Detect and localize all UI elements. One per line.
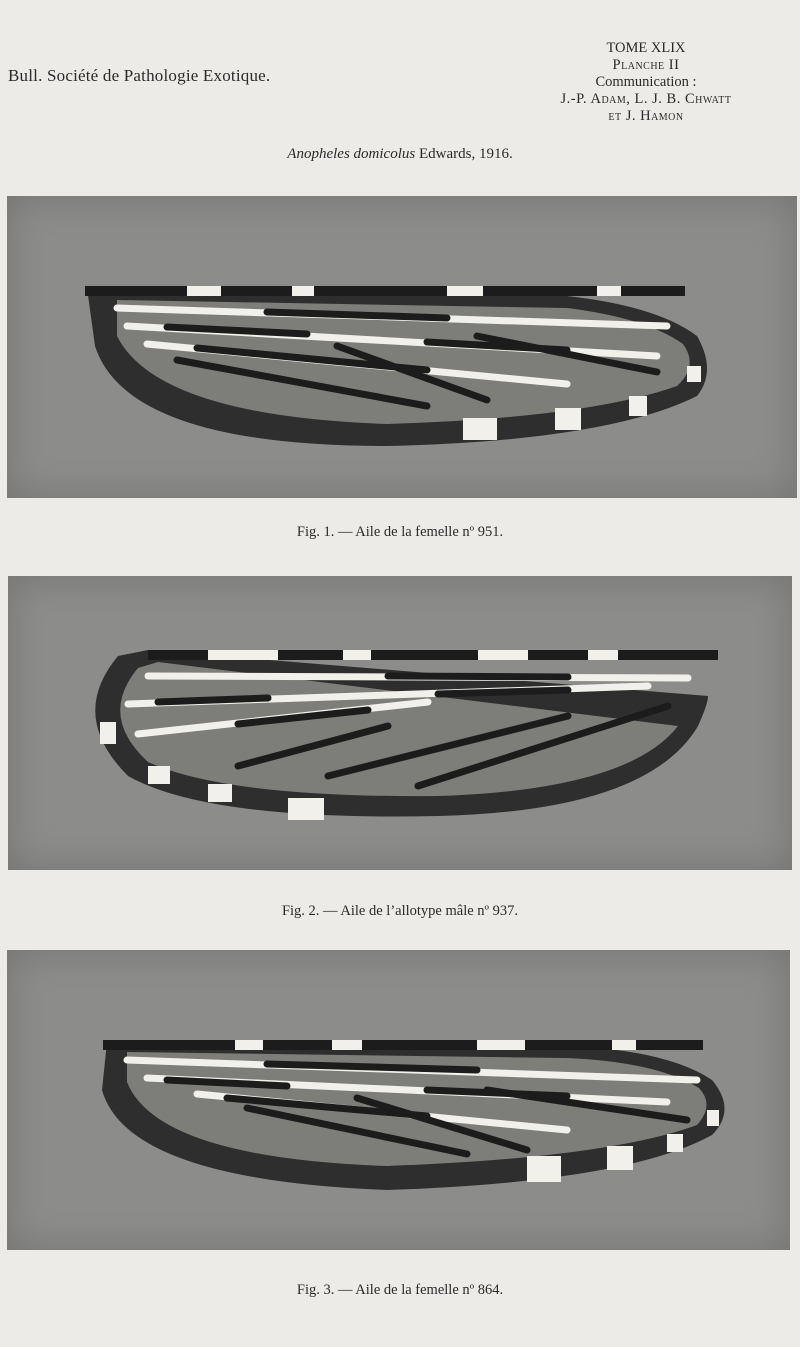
journal-title: Bull. Société de Pathologie Exotique. (8, 66, 271, 85)
figure-2-wing-photo (8, 576, 792, 870)
wing-illustration-1 (7, 196, 797, 498)
figure-3-wing-photo (7, 950, 790, 1250)
plate-info (526, 40, 766, 125)
figure-1-wing-photo (7, 196, 797, 498)
authors-line-1: J.-P. Adam, L. J. B. Chwatt (560, 91, 732, 107)
species-name: Anopheles domicolus (287, 146, 416, 162)
wing-illustration-3 (7, 950, 790, 1250)
tome-number: TOME XLIX (606, 40, 686, 56)
planche-number: Planche II (612, 57, 680, 73)
species-author-year: Edwards, 1916. (418, 146, 513, 162)
wing-illustration-2 (8, 576, 792, 870)
figure-3-caption: Fig. 3. — Aile de la femelle nº 864. (296, 1282, 504, 1298)
figure-2-caption: Fig. 2. — Aile de l’allotype mâle nº 937. (281, 903, 519, 919)
communication-label: Communication : (595, 74, 697, 90)
authors-line-2: et J. Hamon (608, 108, 684, 124)
species-heading (0, 146, 800, 163)
figure-1-caption: Fig. 1. — Aile de la femelle nº 951. (296, 524, 504, 540)
